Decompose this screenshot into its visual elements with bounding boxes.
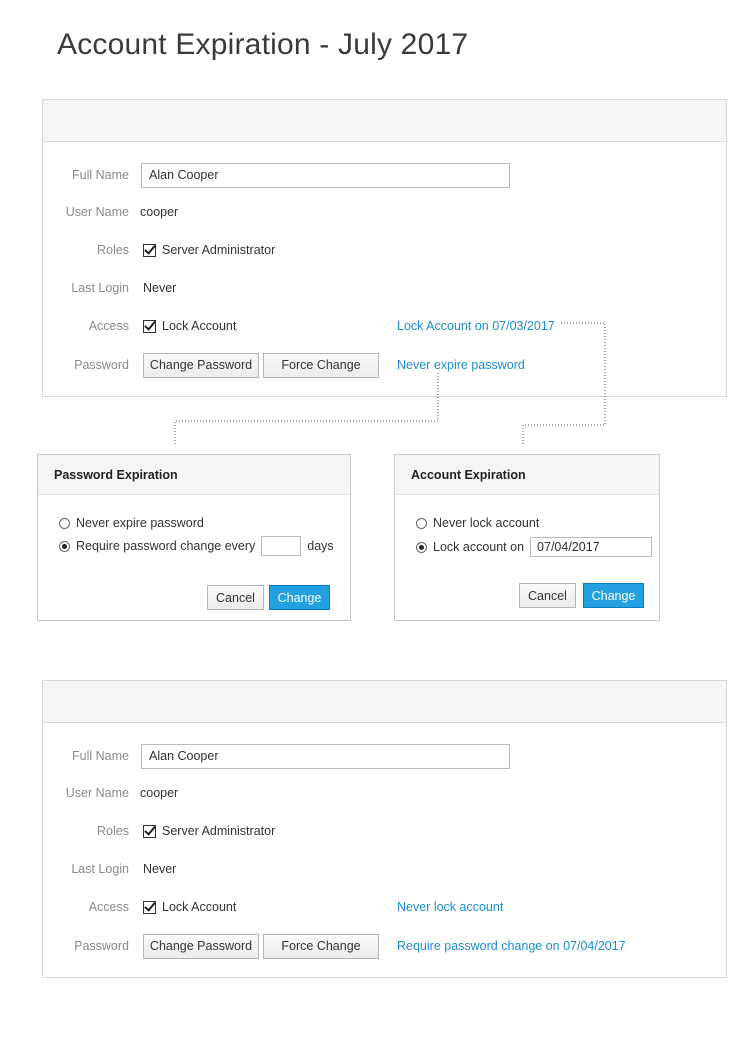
lock-date-input[interactable]: 07/04/2017 [530, 537, 652, 557]
never-lock-radio[interactable] [416, 516, 539, 530]
lock-account-checkbox[interactable] [143, 900, 236, 914]
panel-header [43, 681, 726, 723]
radio-unselected-icon [416, 518, 427, 529]
cancel-button[interactable]: Cancel [519, 583, 576, 608]
access-label: Access [88, 319, 129, 333]
account-expiration-dialog [394, 454, 660, 621]
full-name-label: Full Name [72, 168, 129, 182]
never-lock-label: Never lock account [433, 516, 540, 530]
lock-on-label: Lock account on [433, 540, 525, 554]
change-button[interactable]: Change [269, 585, 330, 610]
connector-lines [0, 0, 744, 460]
roles-value: Server Administrator [162, 824, 276, 838]
roles-label: Roles [97, 243, 129, 257]
never-lock-link[interactable]: Never lock account [397, 900, 504, 914]
last-login-label: Last Login [71, 281, 129, 295]
roles-value: Server Administrator [162, 243, 276, 257]
force-change-button[interactable]: Force Change [263, 353, 379, 378]
last-login-value: Never [143, 281, 177, 295]
roles-label: Roles [97, 824, 129, 838]
user-panel-bottom [42, 680, 727, 978]
cancel-button[interactable]: Cancel [207, 585, 264, 610]
access-value: Lock Account [162, 319, 237, 333]
force-change-button[interactable]: Force Change [263, 934, 379, 959]
days-input[interactable] [261, 536, 301, 556]
user-name-label: User Name [65, 786, 129, 800]
account-connector [523, 323, 605, 446]
user-name-value: cooper [140, 786, 179, 800]
days-suffix: days [307, 539, 334, 553]
user-name-label: User Name [65, 205, 129, 219]
lock-on-radio[interactable] [416, 537, 652, 557]
change-password-button[interactable]: Change Password [143, 353, 259, 378]
full-name-label: Full Name [72, 749, 129, 763]
checkbox-checked-icon [143, 825, 156, 838]
page-title: Account Expiration - July 2017 [57, 28, 469, 61]
full-name-input[interactable]: Alan Cooper [141, 163, 510, 188]
never-expire-label: Never expire password [76, 516, 204, 530]
dialog-title: Password Expiration [38, 455, 350, 495]
never-expire-radio[interactable] [59, 516, 204, 530]
password-connector [175, 373, 438, 446]
full-name-input[interactable]: Alan Cooper [141, 744, 510, 769]
radio-selected-icon [416, 542, 427, 553]
last-login-value: Never [143, 862, 177, 876]
lock-account-date-link[interactable]: Lock Account on 07/03/2017 [397, 319, 555, 333]
password-change-date-link[interactable]: Require password change on 07/04/2017 [397, 939, 626, 953]
last-login-label: Last Login [71, 862, 129, 876]
dialog-title: Account Expiration [395, 455, 659, 495]
radio-unselected-icon [59, 518, 70, 529]
radio-selected-icon [59, 541, 70, 552]
require-change-radio[interactable] [59, 536, 334, 556]
change-password-button[interactable]: Change Password [143, 934, 259, 959]
password-label: Password [74, 358, 129, 372]
access-value: Lock Account [162, 900, 237, 914]
roles-checkbox[interactable] [143, 824, 275, 838]
access-label: Access [88, 900, 129, 914]
change-button[interactable]: Change [583, 583, 644, 608]
require-change-label: Require password change every [76, 539, 256, 553]
password-expiration-dialog [37, 454, 351, 621]
password-expire-link[interactable]: Never expire password [397, 358, 525, 372]
user-name-value: cooper [140, 205, 179, 219]
checkbox-checked-icon [143, 901, 156, 914]
password-label: Password [74, 939, 129, 953]
